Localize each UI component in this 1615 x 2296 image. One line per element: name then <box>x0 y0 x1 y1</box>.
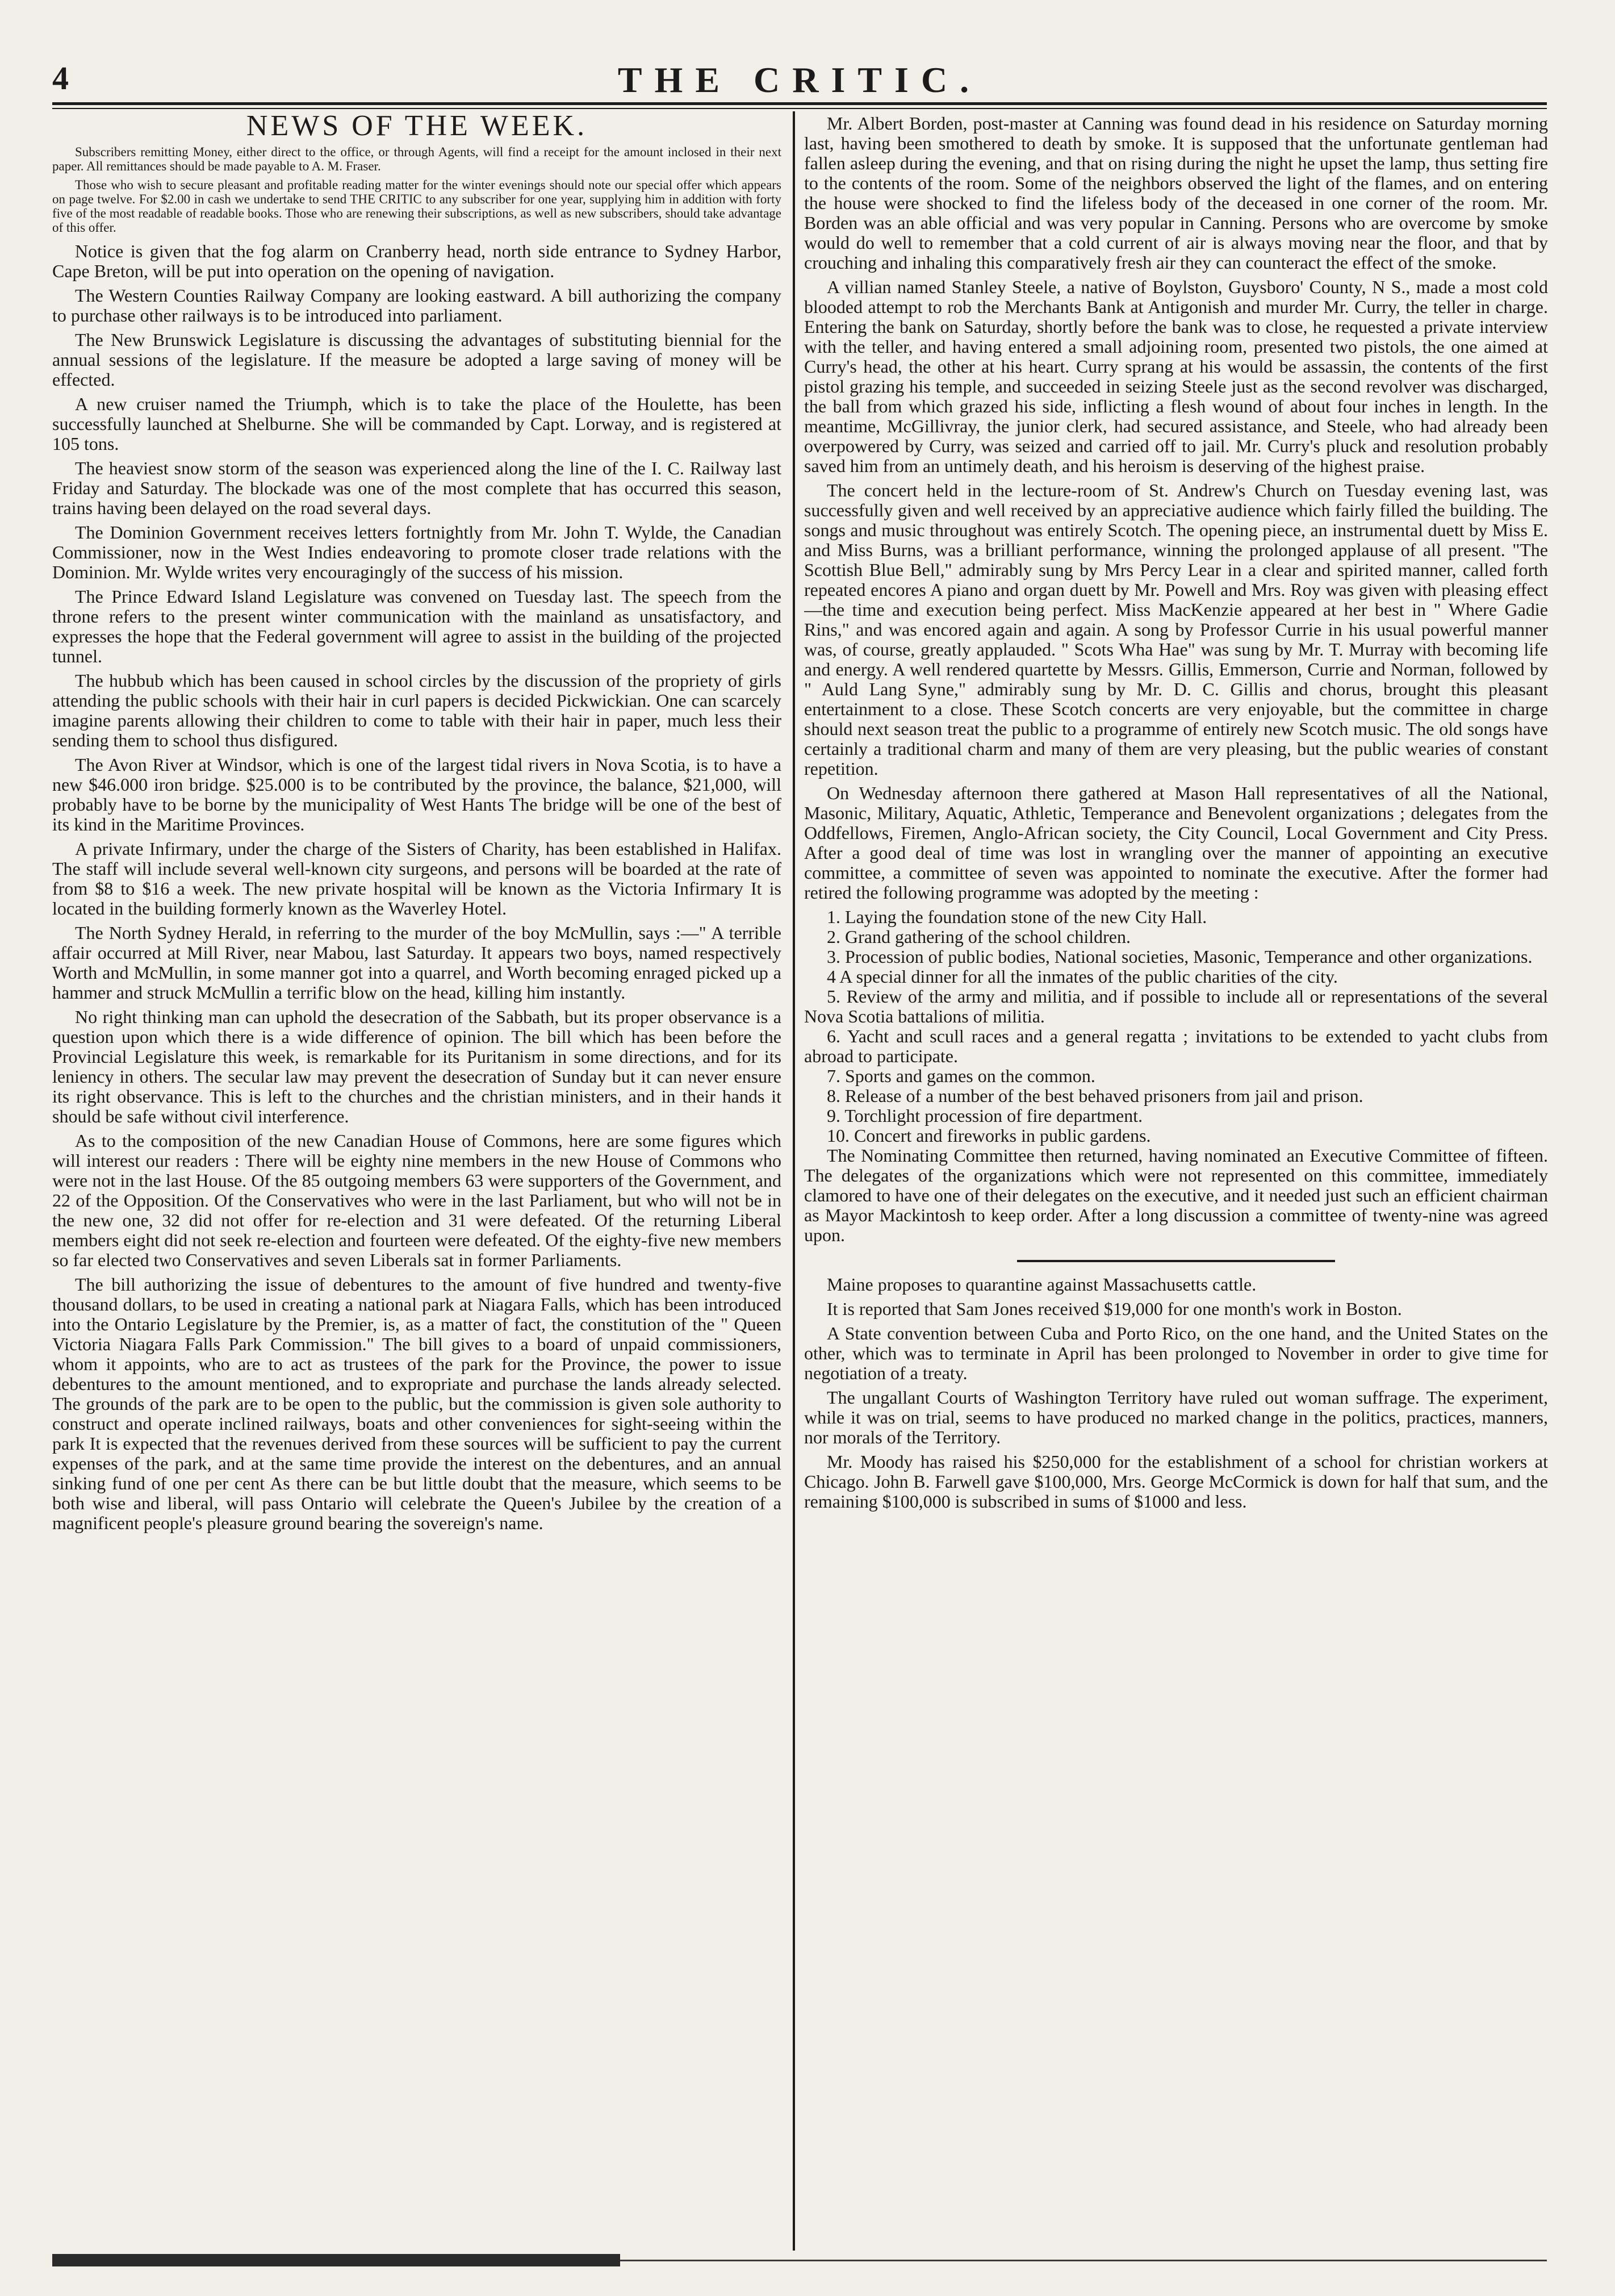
programme-item: 3. Procession of public bodies, National societies, Masonic, Temperance and other organizations. <box>827 946 1533 967</box>
left-column <box>52 114 781 2247</box>
programme-item: 5. Review of the army and militia, and if possible to include all or representations of the several Nova Scotia battalions of militia. <box>804 986 1548 1026</box>
news-paragraph: A villian named Stanley Steele, a native of Boylston, Guysboro' County, N S., made a most cold blooded attempt to rob the Merchants Bank at Antigonish and murder Mr. Curry, the teller in charge. Entering the bank on Saturday, shortly before the bank was to close, he requested a private interview with the teller, and having entered a small adjoining room, presented two pistols, the one aimed at Curry's head, the other at his heart. Curry sprang at his would be assassin, the contents of the first pistol grazing his temple, and succeeded in seizing Steele just as the second revolver was discharged, the ball from which grazed his side, inflicting a flesh wound of about four inches in length. In the meantime, McGillivray, the junior clerk, had secured assistance, and Steele, who had already been overpowered by Curry, was seized and carried off to jail. Mr. Curry's pluck and resolution probably saved him from an untimely death, and his heroism is deserving of the highest praise. <box>804 277 1548 476</box>
header-rule-thick <box>52 102 1547 105</box>
masthead: THE CRITIC. <box>617 60 982 100</box>
programme-item: 7. Sports and games on the common. <box>827 1066 1095 1086</box>
section-divider <box>1017 1260 1335 1262</box>
programme-item: 4 A special dinner for all the inmates of the public charities of the city. <box>827 966 1338 987</box>
header-rule-thin <box>52 108 1547 109</box>
notice-paragraph: Those who wish to secure pleasant and profitable reading matter for the winter evenings should note our special offer which appears on page twelve. For $2.00 in cash we undertake to send THE CRITIC to any subscriber for one year, supplying him in addition with forty five of the most readable of readable books. Those who are renewing their subscriptions, as well as new subscribers, should take advantage of this offer. <box>52 178 781 235</box>
bottom-rule-thin <box>620 2260 1547 2261</box>
programme-item: 8. Release of a number of the best behaved prisoners from jail and prison. <box>827 1086 1363 1106</box>
news-paragraph: The hubbub which has been caused in school circles by the discussion of the propriety of girls attending the public schools with their hair in curl papers is decided Pickwickian. One can scarcely imagine parents allowing their children to come to table with their hair in paper, much less their sending them to school thus disfigured. <box>52 670 781 750</box>
brief-paragraph: Maine proposes to quarantine against Massachusetts cattle. <box>827 1274 1257 1295</box>
news-paragraph: As to the composition of the new Canadian House of Commons, here are some figures which will interest our readers : There will be eighty nine members in the new House of Commons who were not in the last House. Of the 85 outgoing members 63 were supporters of the Government, and 22 of the Opposition. Of the Conservatives who were in the last Parliament, but who will not be in the new one, 32 did not offer for re-election and 31 were defeated. Of the returning Liberal members eight did not seek re-election and fourteen were defeated. Of the eighty-five new members so far elected two Conservatives and seven Liberals sat in former Parliaments. <box>52 1130 781 1270</box>
news-paragraph: The heaviest snow storm of the season was experienced along the line of the I. C. Railway last Friday and Saturday. The blockade was one of the most complete that has occurred this season, trains having been delayed on the road several days. <box>52 458 781 518</box>
news-paragraph: Mr. Albert Borden, post-master at Canning was found dead in his residence on Saturday morning last, having been smothered to death by smoke. It is supposed that the unfortunate gentleman had fallen asleep during the evening, and that on rising during the night he upset the lamp, thus setting fire to the contents of the room. Some of the neighbors observed the light of the flames, and on entering the house were shocked to find the lifeless body of the deceased in one corner of the room. Mr. Borden was an able official and was very popular in Canning. Persons who are overcome by smoke would do well to remember that a cold current of air is always moving near the floor, and that by crouching and inhaling this comparatively fresh air they can counteract the effect of the smoke. <box>804 114 1548 273</box>
news-paragraph: A private Infirmary, under the charge of the Sisters of Charity, has been established in Halifax. The staff will include several well-known city surgeons, and persons will be boarded at the rate of from $8 to $16 a week. The new private hospital will be known as the Victoria Infirmary It is located in the building formerly known as the Waverley Hotel. <box>52 838 781 919</box>
brief-paragraph: The ungallant Courts of Washington Territory have ruled out woman suffrage. The experiment, while it was on trial, seems to have produced no marked change in the politics, practices, manners, nor morals of the Territory. <box>804 1387 1548 1447</box>
brief-paragraph: It is reported that Sam Jones received $19,000 for one month's work in Boston. <box>827 1299 1402 1319</box>
programme-item: 6. Yacht and scull races and a general regatta ; invitations to be extended to yacht clubs from abroad to participate. <box>804 1026 1548 1066</box>
page-number: 4 <box>52 60 69 97</box>
section-title: NEWS OF THE WEEK. <box>246 114 588 142</box>
page-header <box>52 59 1547 99</box>
programme-item: 2. Grand gathering of the school children. <box>827 926 1131 947</box>
news-paragraph: No right thinking man can uphold the desecration of the Sabbath, but its proper observance is a question upon which there is a wide difference of opinion. The bill which has been before the Provincial Legislature this week, is remarkable for its Puritanism in some directions, and for its leniency in others. The secular law may prevent the desecration of Sunday but it can never ensure its right observance. This is left to the churches and the christian ministers, and in their hands it should be safe without civil interference. <box>52 1007 781 1126</box>
news-paragraph: The Prince Edward Island Legislature was convened on Tuesday last. The speech from the throne refers to the present winter communication with the mainland as unsatisfactory, and expresses the hope that the Federal government will agree to assist in the building of the projected tunnel. <box>52 586 781 666</box>
news-paragraph: The Western Counties Railway Company are looking eastward. A bill authorizing the company to purchase other railways is to be introduced into parliament. <box>52 285 781 325</box>
news-paragraph: A new cruiser named the Triumph, which is to take the place of the Houlette, has been successfully launched at Shelburne. She will be commanded by Capt. Lorway, and is registered at 105 tons. <box>52 394 781 454</box>
news-paragraph: The bill authorizing the issue of debentures to the amount of five hundred and twenty-five thousand dollars, to be used in creating a national park at Niagara Falls, which has been introduced into the Ontario Legislature by the Premier, is, as a matter of fact, the constitution of the " Queen Victoria Niagara Falls Park Commission." The bill gives to a board of unpaid commissioners, whom it appoints, who are to act as trustees of the park for the Province, the power to issue debentures to the amount mentioned, and to expropriate and purchase the lands already selected. The grounds of the park are to be open to the public, but the commission is given sole authority to construct and operate inclined railways, boats and other conveniences for sight-seeing within the park It is expected that the revenues derived from these sources will be sufficient to pay the current expenses of the park, and at the same time provide the interest on the debentures, and an annual sinking fund of one per cent As there can be but little doubt that the measure, which seems to be both wise and liberal, will pass Ontario will celebrate the Queen's Jubilee by the creation of a magnificent people's pleasure ground bearing the sovereign's name. <box>52 1274 781 1533</box>
programme-item: 10. Concert and fireworks in public gardens. <box>827 1125 1151 1146</box>
bottom-rule-thick <box>52 2254 620 2266</box>
notice-paragraph: Subscribers remitting Money, either direct to the office, or through Agents, will find a receipt for the amount inclosed in their next paper. All remittances should be made payable to A. M. Fraser. <box>52 145 781 173</box>
news-paragraph: The concert held in the lecture-room of St. Andrew's Church on Tuesday evening last, was successfully given and well received by an appreciative audience which fairly filled the building. The songs and music throughout was entirely Scotch. The opening piece, an instrumental duett by Miss E. and Miss Burns, was a brilliant performance, winning the prolonged applause of all present. "The Scottish Blue Bell," admirably sung by Mrs Percy Lear in a clear and spirited manner, called forth repeated encores A piano and organ duett by Mr. Powell and Mrs. Roy was given with pleasing effect—the time and execution being perfect. Miss MacKenzie appeared at her best in " Where Gadie Rins," and was encored again and again. A song by Professor Currie in his usual powerful manner was, of course, greatly applauded. " Scots Wha Hae" was sung by Mr. T. Murray with becoming life and energy. A well rendered quartette by Messrs. Gillis, Emmerson, Currie and Norman, followed by " Auld Lang Syne," admirably sung by Mr. D. C. Gillis and chorus, brought this pleasant entertainment to a close. These Scotch concerts are very enjoyable, but the committee in charge should next season treat the public to a programme of entirely new Scotch music. The old songs have certainly a traditional charm and many of them are very pleasing, but the public wearies of constant repetition. <box>804 480 1548 779</box>
column-divider <box>793 111 795 2251</box>
programme-item: 9. Torchlight procession of fire department. <box>827 1105 1143 1126</box>
programme-item: 1. Laying the foundation stone of the new City Hall. <box>827 907 1207 927</box>
right-column <box>804 114 1548 2247</box>
news-paragraph: The Avon River at Windsor, which is one of the largest tidal rivers in Nova Scotia, is to have a new $46.000 iron bridge. $25.000 is to be contributed by the province, the balance, $21,000, will probably have to be borne by the municipality of West Hants The bridge will be one of the best of its kind in the Maritime Provinces. <box>52 754 781 834</box>
news-paragraph: On Wednesday afternoon there gathered at Mason Hall representatives of all the National, Masonic, Military, Aquatic, Athletic, Temperance and Benevolent organizations ; delegates from the Oddfellows, Firemen, Anglo-African society, the City Council, Local Government and City Press. After a good deal of time was lost in wrangling over the manner of appointing an executive committee, a committee of seven was appointed to nominate the executive. After the former had retired the following programme was adopted by the meeting : <box>804 783 1548 903</box>
news-paragraph: The Dominion Government receives letters fortnightly from Mr. John T. Wylde, the Canadian Commissioner, now in the West Indies endeavoring to promote closer trade relations with the Dominion. Mr. Wylde writes very encouragingly of the success of his mission. <box>52 522 781 582</box>
news-paragraph: The Nominating Committee then returned, having nominated an Executive Committee of fifteen. The delegates of the organizations which were not represented on this committee, immediately clamored to have one of their delegates on the executive, and it needed just such an efficient chairman as Mayor Mackintosh to keep order. After a long discussion a committee of twenty-nine was agreed upon. <box>804 1145 1548 1245</box>
news-paragraph: Notice is given that the fog alarm on Cranberry head, north side entrance to Sydney Harbor, Cape Breton, will be put into operation on the opening of navigation. <box>52 241 781 281</box>
brief-paragraph: A State convention between Cuba and Porto Rico, on the one hand, and the United States on the other, which was to terminate in April has been prolonged to November in order to give time for negotiation of a treaty. <box>804 1323 1548 1383</box>
programme-list <box>804 907 1548 1146</box>
news-paragraph: The North Sydney Herald, in referring to the murder of the boy McMullin, says :—" A terrible affair occurred at Mill River, near Mabou, last Saturday. It appears two boys, named respectively Worth and McMullin, in some manner got into a quarrel, and Worth becoming enraged picked up a hammer and struck McMullin a terrific blow on the head, killing him instantly. <box>52 922 781 1003</box>
notice-block <box>52 145 781 235</box>
brief-paragraph: Mr. Moody has raised his $250,000 for the establishment of a school for christian workers at Chicago. John B. Farwell gave $100,000, Mrs. George McCormick is down for half that sum, and the remaining $100,000 is subscribed in sums of $1000 and less. <box>804 1451 1548 1512</box>
news-paragraph: The New Brunswick Legislature is discussing the advantages of substituting biennial for the annual sessions of the legislature. If the measure be adopted a large saving of money will be effected. <box>52 329 781 390</box>
